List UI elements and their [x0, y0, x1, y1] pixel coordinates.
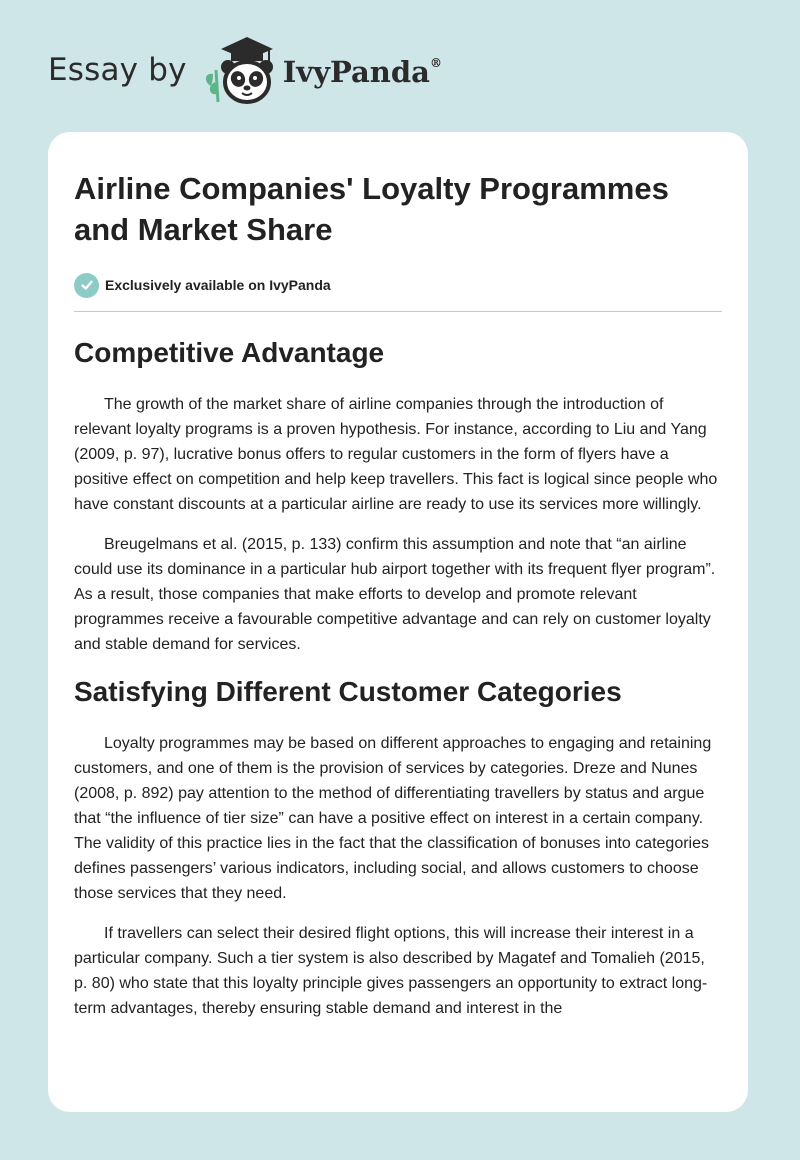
paragraph: If travellers can select their desired flight options, this will increase their interest in a particular company. Such a tier system is also described by Magatef and Tomalieh (2015, p. 80) who state that this loyalty principle gives passengers an opportunity to extract long-term advantages, thereby ensuring stable demand and interest in the	[74, 925, 708, 1017]
section-heading: Competitive Advantage	[74, 337, 385, 368]
paragraph: The growth of the market share of airline companies through the introduction of relevant loyalty programs is a proven hypothesis. For instance, according to Liu and Yang (2009, p. 97), lucrative bonus offers to regular customers in the form of flyers have a positive effect on competition and help keep travellers. This fact is logical since people who have constant discounts at a particular airline are ready to use its services more willingly.	[74, 396, 718, 513]
brand-header	[48, 30, 442, 110]
essay-title: Airline Companies' Loyalty Programmes and Market Share	[74, 171, 669, 247]
check-circle-icon	[74, 273, 99, 298]
section-competitive-advantage	[74, 336, 722, 657]
title-divider	[74, 311, 722, 312]
badge-label: Exclusively available on IvyPanda	[105, 277, 331, 293]
panda-graduate-icon	[201, 32, 279, 108]
brand-prefix: Essay by	[48, 52, 187, 88]
paragraph: Breugelmans et al. (2015, p. 133) confirm this assumption and note that “an airline could use its dominance in a particular hub airport together with its frequent flyer program”. As a result, those companies that make efforts to develop and promote relevant programmes receive a favourable competitive advantage and can rely on customer loyalty and stable demand for services.	[74, 536, 716, 653]
section-heading: Satisfying Different Customer Categories	[74, 676, 622, 707]
section-customer-categories	[74, 675, 722, 1021]
brand-name[interactable]: IvyPanda®	[282, 55, 442, 89]
paragraph: Loyalty programmes may be based on different approaches to engaging and retaining customers, and one of them is the provision of services by categories. Dreze and Nunes (2008, p. 892) pay attention to the method of differentiating travellers by status and argue that “the influence of tier size” can have a positive effect on interest in a certain company. The validity of this practice lies in the fact that the classification of bonuses into categories defines passengers’ various indicators, including social, and allows customers to choose those services that they need.	[74, 735, 712, 902]
trademark-sign: ®	[429, 56, 442, 71]
exclusive-badge	[74, 272, 722, 298]
essay-card	[48, 132, 748, 1112]
